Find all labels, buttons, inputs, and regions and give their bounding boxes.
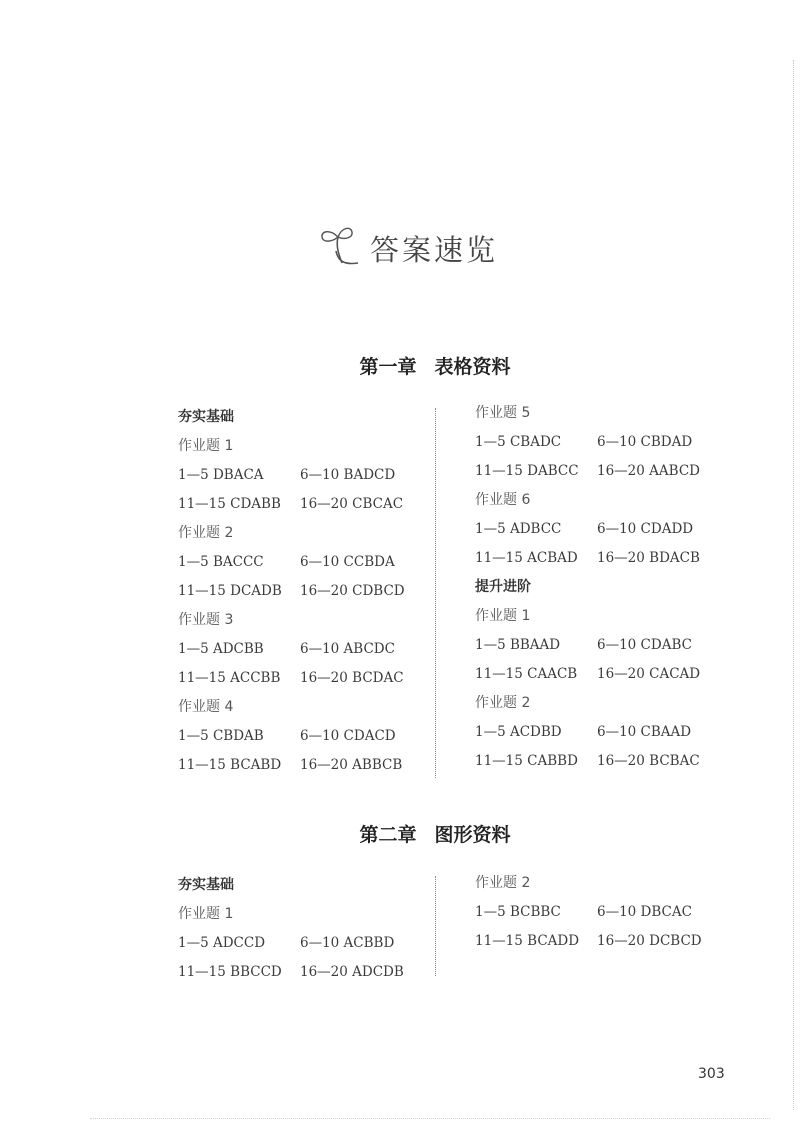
chapter-2-number: 第二章 <box>359 824 417 846</box>
answer-row <box>178 552 405 572</box>
answer-range: 6—10 DBCAC <box>597 904 692 920</box>
homework-heading: 作业题 5 <box>475 405 531 421</box>
answer-row <box>178 668 405 688</box>
answer-range: 11—15 ACBAD <box>475 550 578 566</box>
answer-row <box>178 581 405 601</box>
answer-range: 6—10 CDABC <box>597 637 692 653</box>
answer-row <box>178 933 404 953</box>
answer-range: 6—10 CBAAD <box>597 724 692 740</box>
answer-range: 16—20 DCBCD <box>597 933 702 949</box>
scan-bottom-edge <box>90 1118 770 1119</box>
chapter-2-right-column <box>475 864 702 951</box>
answer-range: 16—20 ADCDB <box>300 964 404 980</box>
answer-range: 11—15 BBCCD <box>178 964 282 980</box>
answer-row <box>475 902 702 922</box>
answer-range: 11—15 DCADB <box>178 583 282 599</box>
chapter-1-right-column <box>475 394 700 771</box>
homework-heading: 作业题 2 <box>178 525 234 541</box>
answer-range: 11—15 CABBD <box>475 753 578 769</box>
chapter-2-name: 图形资料 <box>434 824 511 846</box>
section-heading: 提升进阶 <box>475 579 531 595</box>
answer-range: 11—15 ACCBB <box>178 670 281 686</box>
answer-range: 16—20 BDACB <box>597 550 700 566</box>
answer-range: 1—5 CBADC <box>475 434 562 450</box>
answer-range: 6—10 CDACD <box>300 728 396 744</box>
answer-row <box>178 465 405 485</box>
page-title-text: 答案速览 <box>370 232 499 267</box>
answer-range: 6—10 ACBBD <box>300 935 395 951</box>
column-divider <box>435 408 436 778</box>
answer-range: 11—15 BCADD <box>475 933 580 949</box>
answer-range: 1—5 DBACA <box>178 467 264 483</box>
answer-range: 11—15 CAACB <box>475 666 578 682</box>
answer-range: 1—5 BACCC <box>178 554 264 570</box>
answer-row <box>475 664 700 684</box>
answer-range: 16—20 CACAD <box>597 666 701 682</box>
homework-heading: 作业题 1 <box>178 906 234 922</box>
answer-row <box>475 461 700 481</box>
answer-range: 11—15 BCABD <box>178 757 282 773</box>
answer-row <box>475 931 702 951</box>
answer-row <box>178 726 405 746</box>
answer-range: 1—5 ADCBB <box>178 641 264 657</box>
homework-heading: 作业题 1 <box>475 608 531 624</box>
chapter-2-title <box>0 820 800 847</box>
homework-heading: 作业题 6 <box>475 492 531 508</box>
homework-heading: 作业题 2 <box>475 695 531 711</box>
answer-range: 1—5 ADCCD <box>178 935 266 951</box>
homework-heading: 作业题 1 <box>178 438 234 454</box>
chapter-1-title <box>0 352 800 379</box>
answer-range: 1—5 BBAAD <box>475 637 561 653</box>
section-heading: 夯实基础 <box>178 877 234 893</box>
sprout-icon <box>318 223 368 273</box>
answer-range: 6—10 CBDAD <box>597 434 693 450</box>
answer-range: 16—20 CBCAC <box>300 496 404 512</box>
column-divider <box>435 876 436 976</box>
chapter-1-number: 第一章 <box>359 356 417 378</box>
answer-range: 16—20 ABBCB <box>300 757 403 773</box>
answer-range: 6—10 BADCD <box>300 467 396 483</box>
answer-row <box>475 519 700 539</box>
answer-range: 6—10 ABCDC <box>300 641 395 657</box>
answer-row <box>178 755 405 775</box>
answer-row <box>178 962 404 982</box>
answer-row <box>475 548 700 568</box>
answer-range: 6—10 CCBDA <box>300 554 395 570</box>
chapter-1-name: 表格资料 <box>434 356 511 378</box>
answer-range: 1—5 CBDAB <box>178 728 264 744</box>
answer-range: 1—5 ADBCC <box>475 521 562 537</box>
answer-range: 11—15 CDABB <box>178 496 281 512</box>
answer-range: 1—5 ACDBD <box>475 724 562 740</box>
answer-row <box>475 432 700 452</box>
page-title <box>318 218 498 278</box>
answer-range: 16—20 CDBCD <box>300 583 405 599</box>
homework-heading: 作业题 2 <box>475 875 531 891</box>
chapter-2-left-column <box>178 866 404 982</box>
answer-row <box>178 639 405 659</box>
chapter-1-left-column <box>178 398 405 775</box>
answer-range: 1—5 BCBBC <box>475 904 561 920</box>
answer-row <box>475 751 700 771</box>
answer-range: 16—20 BCDAC <box>300 670 404 686</box>
answer-row <box>178 494 405 514</box>
answer-row <box>475 722 700 742</box>
homework-heading: 作业题 3 <box>178 612 234 628</box>
section-heading: 夯实基础 <box>178 409 234 425</box>
homework-heading: 作业题 4 <box>178 699 234 715</box>
answer-row <box>475 635 700 655</box>
answer-range: 16—20 AABCD <box>597 463 700 479</box>
answer-range: 11—15 DABCC <box>475 463 579 479</box>
page-number: 303 <box>698 1066 725 1082</box>
scan-edge <box>793 60 796 1110</box>
answer-range: 16—20 BCBAC <box>597 753 700 769</box>
answer-range: 6—10 CDADD <box>597 521 694 537</box>
